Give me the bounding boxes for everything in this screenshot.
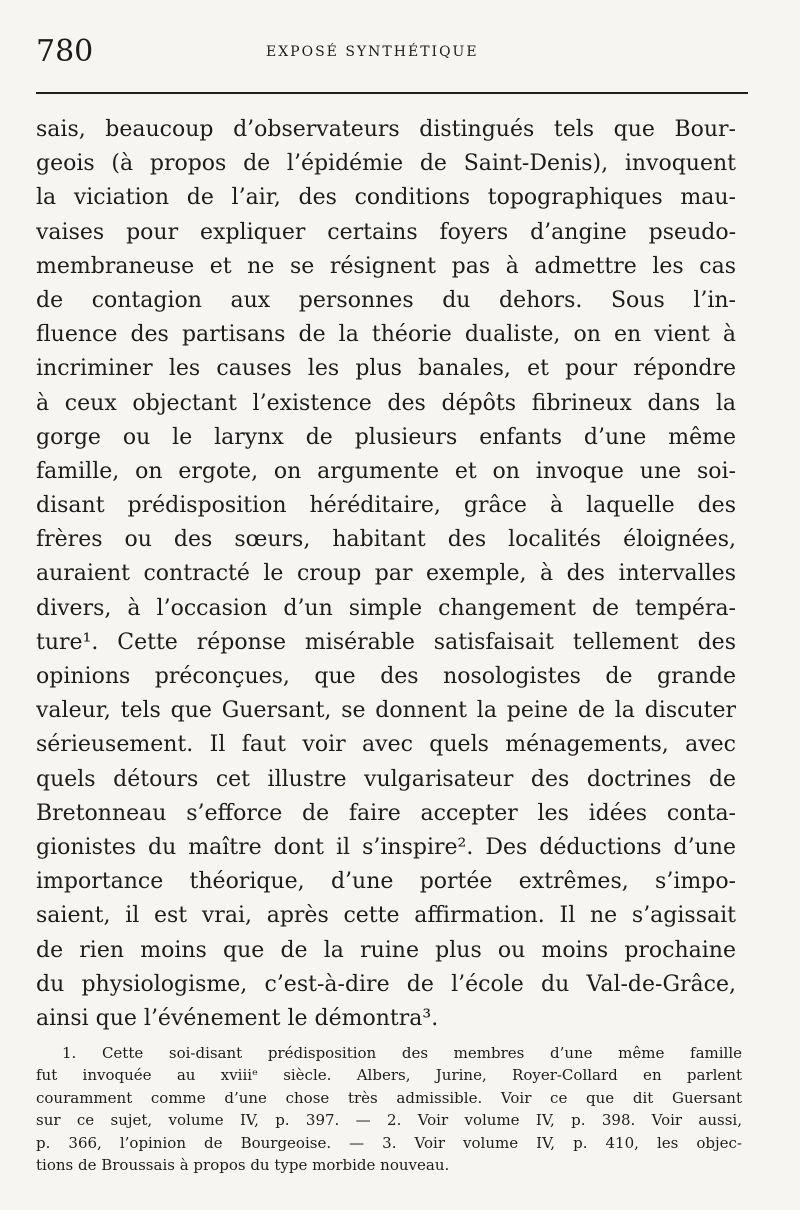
body-line: saient, il est vrai, après cette affirmation. Il ne s’agissait [36, 903, 736, 929]
page-number: 780 [36, 34, 94, 69]
body-line: importance théorique, d’une portée extrêmes, s’impo- [36, 869, 736, 895]
footnotes [36, 1042, 742, 1176]
body-line: à ceux objectant l’existence des dépôts fibrineux dans la [36, 390, 736, 416]
footnote-line: sur ce sujet, volume IV, p. 397. — 2. Voir volume IV, p. 398. Voir aussi, [36, 1111, 742, 1130]
body-line: sérieusement. Il faut voir avec quels ménagements, avec [36, 732, 736, 758]
body-line: gorge ou le larynx de plusieurs enfants d’une même [36, 424, 736, 450]
body-line: geois (à propos de l’épidémie de Saint-Denis), invoquent [36, 151, 736, 177]
body-line: opinions préconçues, que des nosologistes de grande [36, 664, 736, 689]
body-line: incriminer les causes les plus banales, et pour répondre [36, 356, 736, 382]
body-line: Bretonneau s’efforce de faire accepter les idées conta- [36, 800, 736, 826]
body-line: la viciation de l’air, des conditions topographiques mau- [36, 185, 736, 211]
body-line: gionistes du maître dont il s’inspire². Des déductions d’une [36, 834, 736, 860]
body-line: du physiologisme, c’est-à-dire de l’école du Val-de-Grâce, [36, 971, 736, 997]
footnote-line: couramment comme d’une chose très admissible. Voir ce que dit Guersant [36, 1088, 742, 1107]
body-line: membraneuse et ne se résignent pas à admettre les cas [36, 253, 736, 279]
footnote-line: 1. Cette soi-disant prédisposition des membres d’une même famille [62, 1044, 742, 1062]
body-line: ture¹. Cette réponse misérable satisfaisait tellement des [36, 629, 736, 655]
footnote-line: tions de Broussais à propos du type morbide nouveau. [36, 1155, 450, 1174]
body-line: frères ou des sœurs, habitant des localités éloignées, [36, 527, 736, 553]
body-line: valeur, tels que Guersant, se donnent la peine de la discuter [36, 698, 736, 724]
body-line: divers, à l’occasion d’un simple changement de tempéra- [36, 595, 736, 621]
body-line: de rien moins que de la ruine plus ou moins prochaine [36, 937, 736, 963]
footnote-line: p. 366, l’opinion de Bourgeoise. — 3. Voir volume IV, p. 410, les objec- [36, 1133, 742, 1152]
body-line: ainsi que l’événement le démontra³. [36, 1005, 439, 1031]
header-rule [36, 92, 748, 94]
footnote-line: fut invoquée au xviiiᵉ siècle. Albers, Jurine, Royer-Collard en parlent [36, 1066, 742, 1085]
running-title: EXPOSÉ SYNTHÉTIQUE [266, 44, 479, 60]
body-line: auraient contracté le croup par exemple, à des intervalles [36, 561, 736, 587]
running-head [36, 34, 748, 74]
body-line: vaises pour expliquer certains foyers d’angine pseudo- [36, 219, 736, 245]
body-line: disant prédisposition héréditaire, grâce à laquelle des [36, 493, 736, 519]
body-line: quels détours cet illustre vulgarisateur des doctrines de [36, 766, 736, 792]
body-line: sais, beaucoup d’observateurs distingués tels que Bour- [36, 117, 736, 142]
body-line: de contagion aux personnes du dehors. Sous l’in- [36, 287, 736, 313]
body-line: famille, on ergote, on argumente et on invoque une soi- [36, 458, 736, 484]
body-line: fluence des partisans de la théorie dualiste, on en vient à [36, 322, 736, 348]
body-paragraph [36, 113, 736, 1036]
